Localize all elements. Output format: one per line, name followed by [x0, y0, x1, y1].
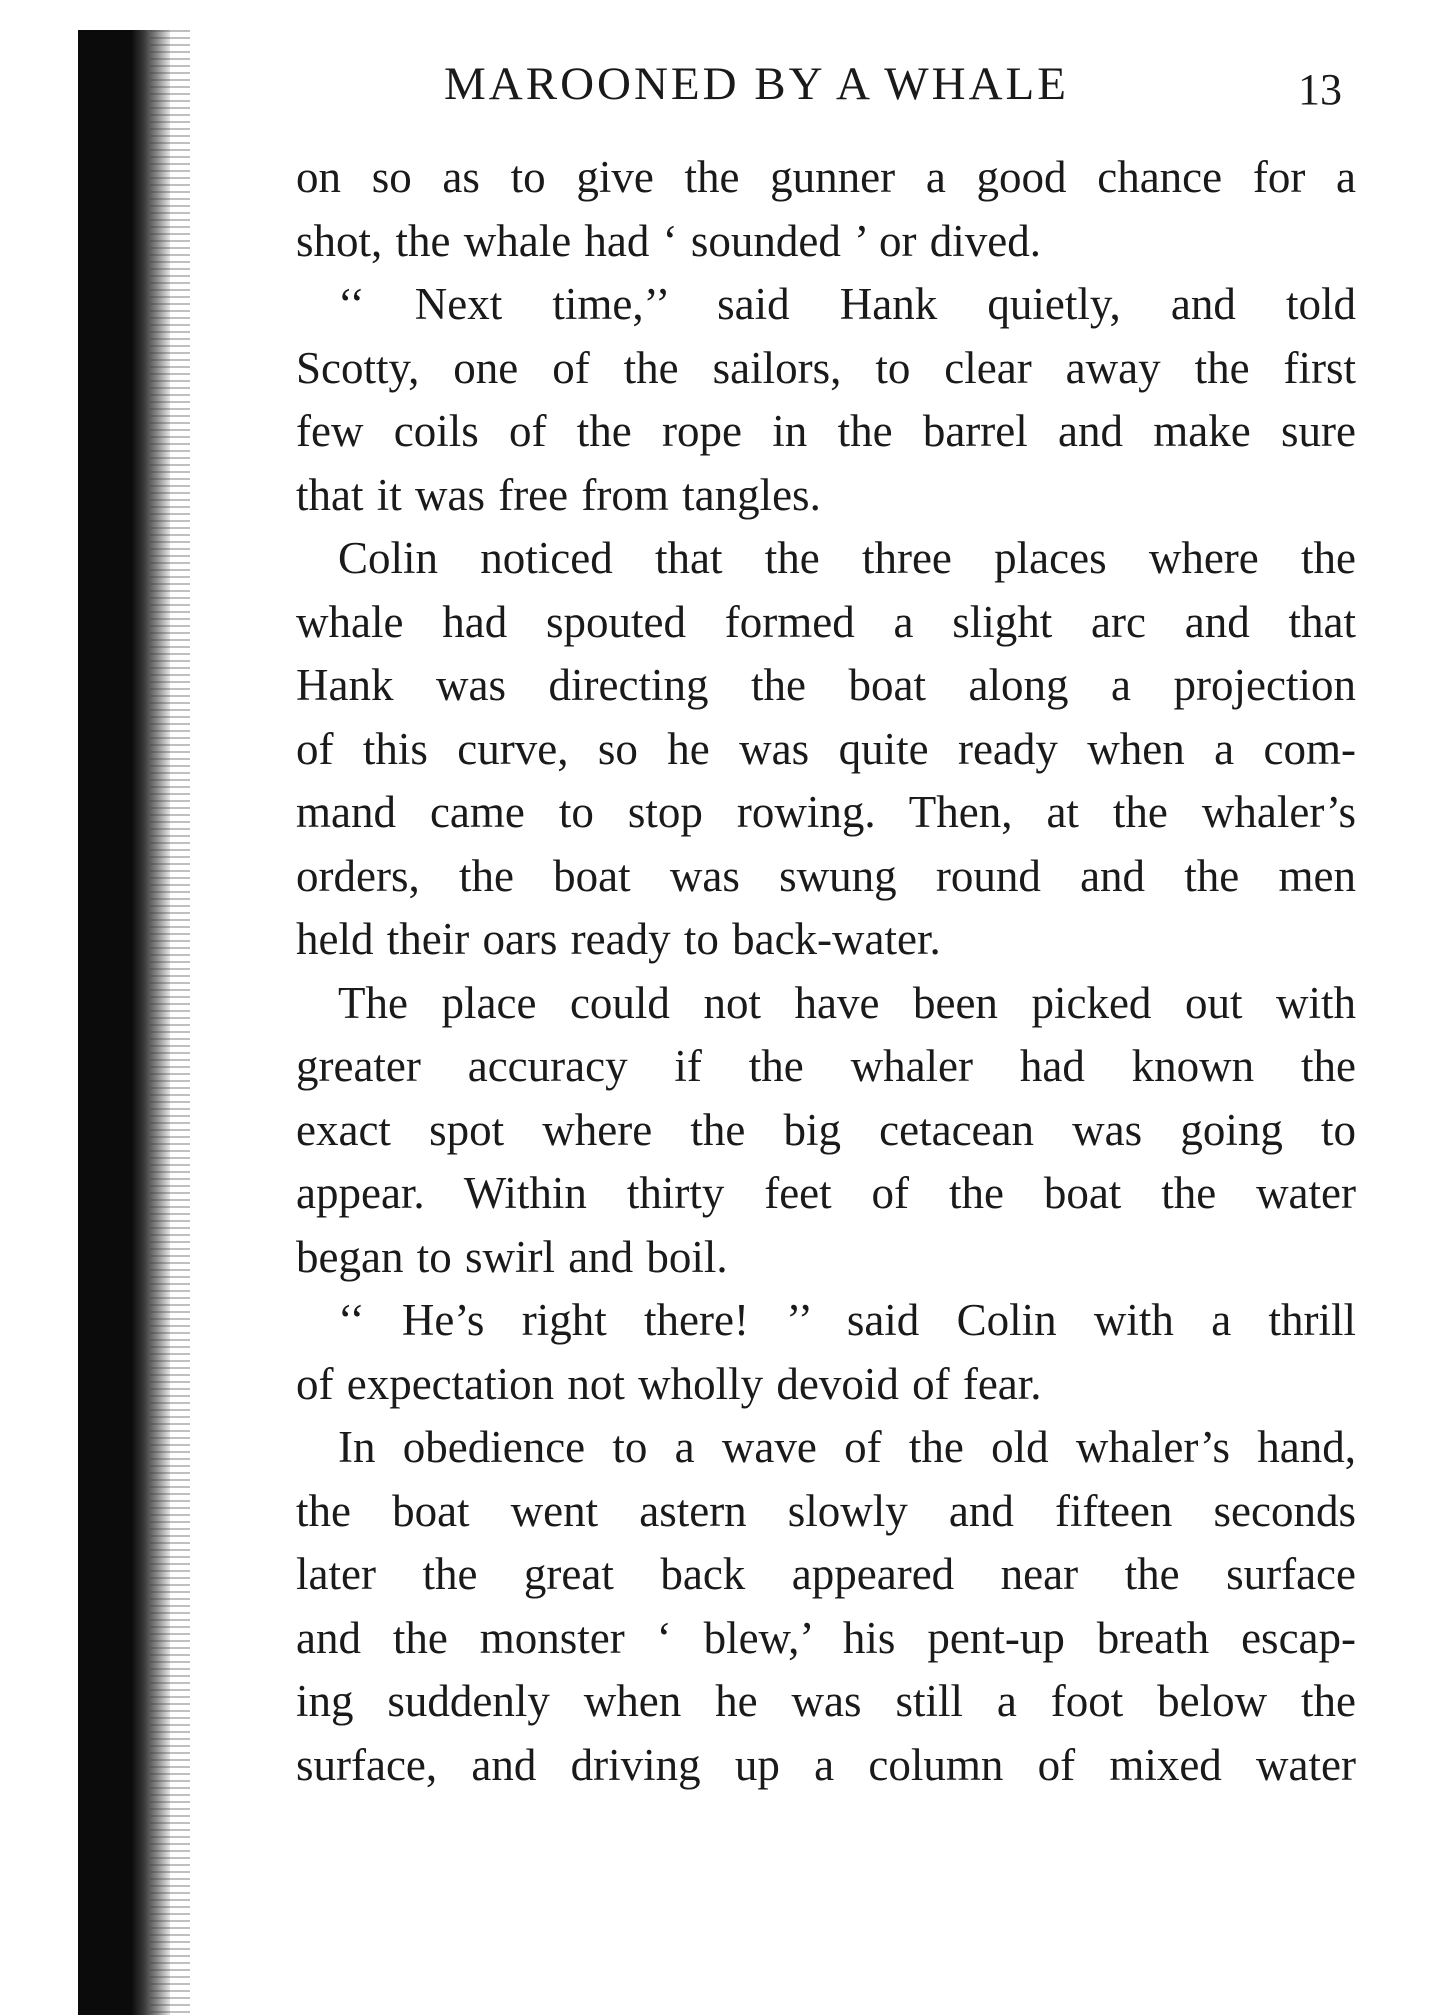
text-line: held their oars ready to back-water.	[296, 914, 941, 964]
text-line: ‘‘ Next time,’’ said Hank quietly, and told	[338, 279, 1356, 329]
text-line: later the great back appeared near the surface	[296, 1549, 1356, 1599]
text-line: appear. Within thirty feet of the boat the water	[296, 1168, 1356, 1218]
text-line: of expectation not wholly devoid of fear.	[296, 1358, 1042, 1409]
text-line: whale had spouted formed a slight arc and that	[296, 596, 1356, 647]
running-head-title: MAROONED BY A WHALE	[444, 58, 1069, 110]
running-head	[296, 56, 1356, 112]
text-line: on so as to give the gunner a good chance for a	[296, 152, 1356, 202]
text-line: surface, and driving up a column of mixed water	[296, 1739, 1356, 1790]
text-line: mand came to stop rowing. Then, at the whaler’s	[296, 787, 1356, 837]
text-line: ing suddenly when he was still a foot below the	[296, 1676, 1356, 1726]
text-line: ‘‘ He’s right there! ’’ said Colin with a thrill	[338, 1295, 1356, 1345]
text-line: The place could not have been picked out with	[338, 977, 1356, 1028]
text-line: greater accuracy if the whaler had known the	[296, 1041, 1356, 1091]
text-line: few coils of the rope in the barrel and make sure	[296, 406, 1356, 456]
page-gutter-speckle	[150, 30, 190, 2015]
text-line: In obedience to a wave of the old whaler’s hand,	[338, 1422, 1356, 1472]
text-line: and the monster ‘ blew,’ his pent-up breath escap-	[296, 1612, 1356, 1663]
text-line: that it was free from tangles.	[296, 469, 821, 520]
text-line: the boat went astern slowly and fifteen seconds	[296, 1485, 1356, 1536]
page-number: 13	[1298, 65, 1342, 114]
text-line: Hank was directing the boat along a projection	[296, 660, 1356, 710]
text-line: shot, the whale had ‘ sounded ’ or dived.	[296, 215, 1041, 266]
text-line: Scotty, one of the sailors, to clear away the first	[296, 342, 1356, 393]
text-line: orders, the boat was swung round and the men	[296, 850, 1356, 901]
text-line: began to swirl and boil.	[296, 1231, 728, 1282]
text-line: Colin noticed that the three places where the	[338, 533, 1356, 583]
text-line: of this curve, so he was quite ready when a com-	[296, 723, 1356, 774]
text-line: exact spot where the big cetacean was going to	[296, 1104, 1356, 1155]
body-text	[296, 146, 1356, 1797]
